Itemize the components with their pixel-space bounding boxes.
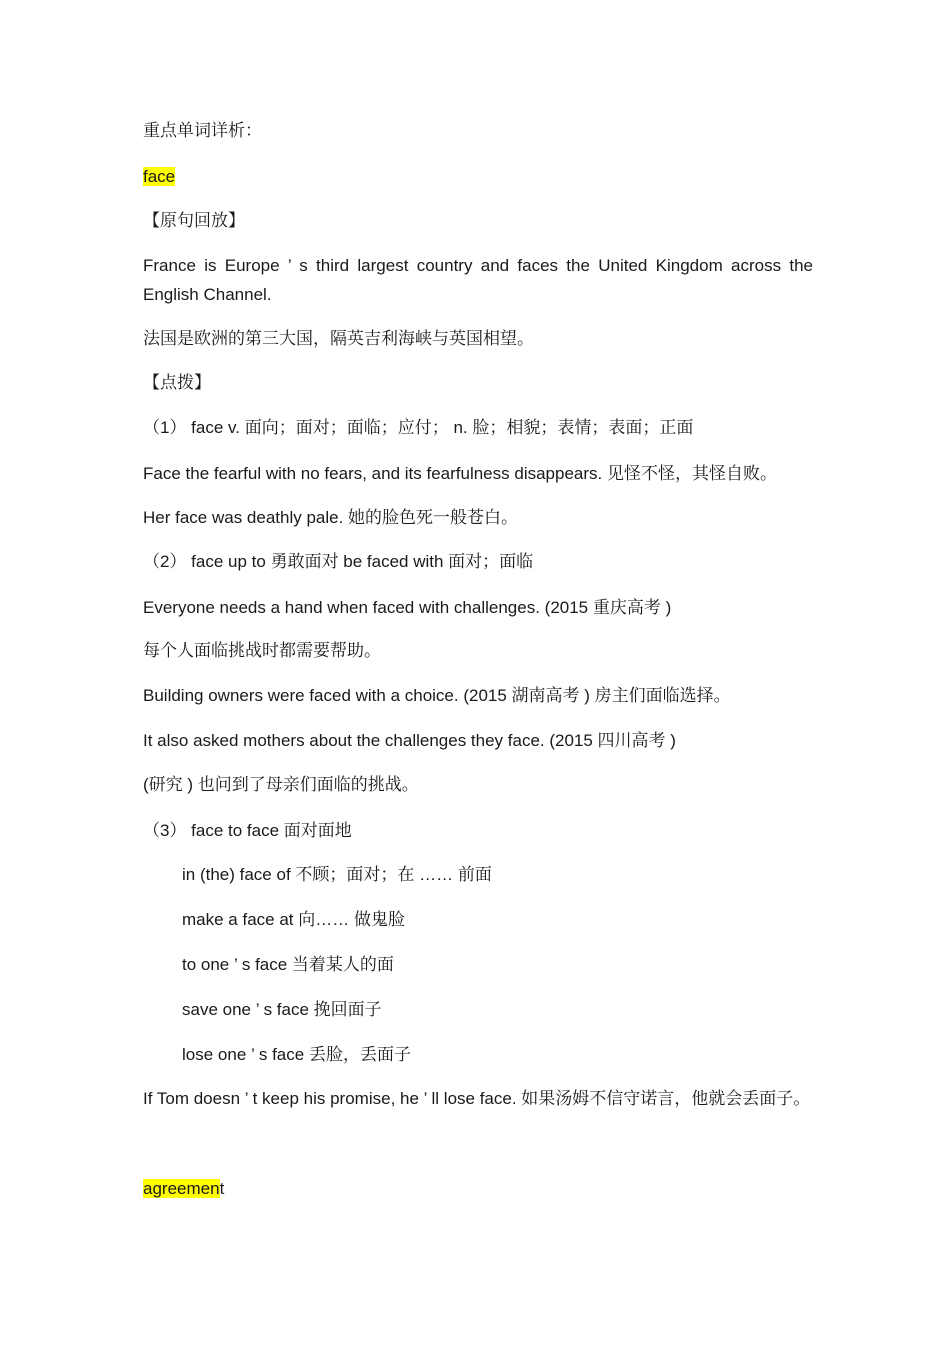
example-2: Her face was deathly pale. 她的脸色死一般苍白。 [143, 508, 519, 527]
original-sentence-label: 【原句回放】 [143, 211, 245, 230]
section-heading: 重点单词详析： [143, 121, 262, 140]
example-4: Building owners were faced with a choice. (2015 湖南高考 ) 房主们面临选择。 [143, 686, 731, 705]
example-6: If Tom doesn ’ t keep his promise, he ’ ll lose face. 如果汤姆不信守诺言，他就会丢面子。 [143, 1089, 811, 1108]
example-5: It also asked mothers about the challenges they face. (2015 四川高考 ) [143, 731, 676, 750]
phrase-make-a-face: make a face at 向…… 做鬼脸 [182, 910, 405, 929]
original-sentence-en: France is Europe ’ s third largest country and faces the United Kingdom across the English Channel. [143, 256, 813, 304]
highlighted-word: face [143, 167, 176, 186]
vocab-word-agreement [143, 1178, 224, 1200]
phrase-lose-face: lose one ’ s face 丢脸，丢面子 [182, 1045, 411, 1064]
highlighted-word: agreemen [143, 1179, 220, 1198]
example-1: Face the fearful with no fears, and its fearfulness disappears. 见怪不怪，其怪自败。 [143, 464, 777, 483]
original-sentence-cn: 法国是欧洲的第三大国，隔英吉利海峡与英国相望。 [143, 329, 534, 348]
tip-2: （2） face up to 勇敢面对 be faced with 面对；面临 [143, 552, 534, 571]
phrase-save-face: save one ’ s face 挽回面子 [182, 1000, 382, 1019]
word-suffix: t [219, 1179, 225, 1198]
example-5-translation: (研究 ) 也问到了母亲们面临的挑战。 [143, 775, 419, 794]
example-3: Everyone needs a hand when faced with challenges. (2015 重庆高考 ) [143, 598, 672, 617]
tip-1: （1） face v. 面向；面对；面临；应付； n. 脸；相貌；表情；表面；正面 [143, 418, 694, 437]
tip-3: （3） face to face 面对面地 [143, 821, 352, 840]
phrase-in-face-of: in (the) face of 不顾；面对；在 …… 前面 [182, 865, 492, 884]
example-3-translation: 每个人面临挑战时都需要帮助。 [143, 641, 381, 660]
vocab-word-face [143, 166, 175, 188]
phrase-to-ones-face: to one ’ s face 当着某人的面 [182, 955, 394, 974]
tips-label: 【点拨】 [143, 373, 211, 392]
